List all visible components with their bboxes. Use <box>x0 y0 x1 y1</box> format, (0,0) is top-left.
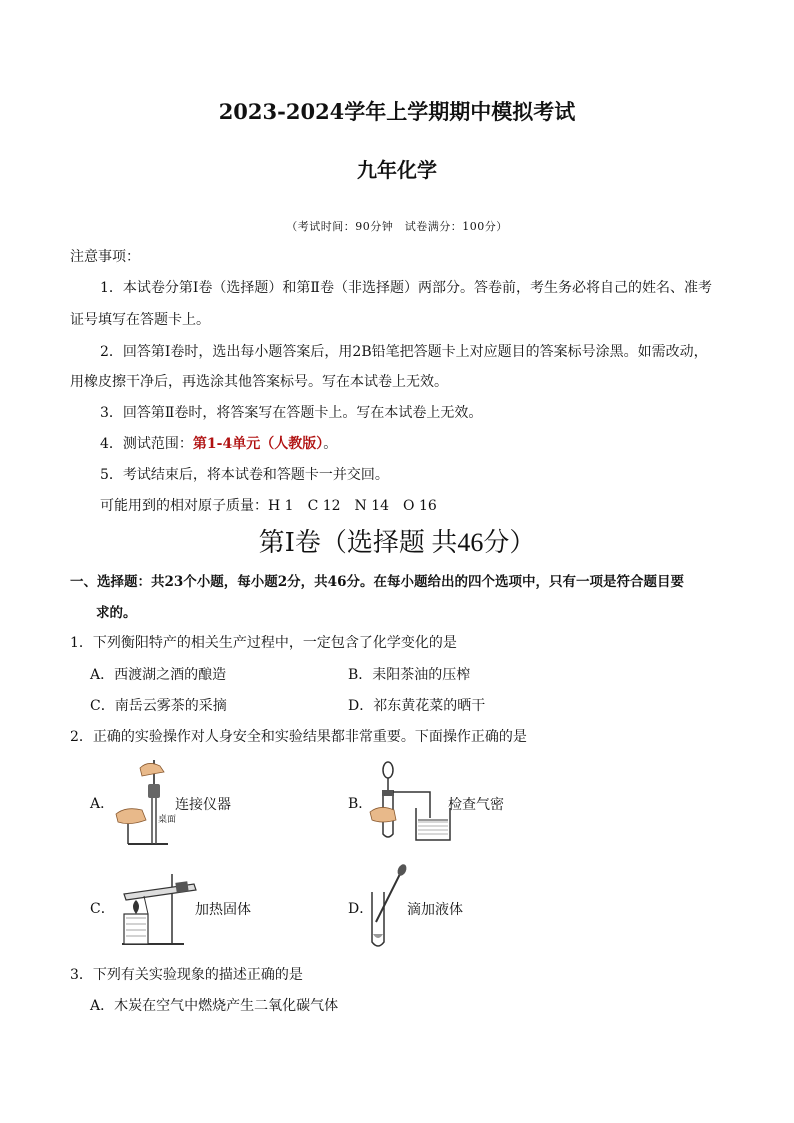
notice-item-2-line2: 用橡皮擦干净后，再选涂其他答案标号。写在本试卷上无效。 <box>70 374 448 390</box>
question-2-option-c-letter: C． <box>90 901 115 917</box>
exam-time-note: （考试时间：90分钟 试卷满分：100分） <box>286 220 508 233</box>
question-2-caption-d: 滴加液体 <box>407 902 463 918</box>
question-1-option-a: A．西渡湖之酒的酿造 <box>90 667 227 683</box>
notice-heading: 注意事项： <box>70 249 140 265</box>
notice-item-3: 3．回答第Ⅱ卷时，将答案写在答题卡上。写在本试卷上无效。 <box>100 405 483 421</box>
notice-item-2-line1: 2．回答第Ⅰ卷时，选出每小题答案后，用2B铅笔把答题卡上对应题目的答案标号涂黑。如需改动， <box>100 344 708 360</box>
question-1-option-b: B．耒阳茶油的压榨 <box>348 667 471 683</box>
heating-solid-figure <box>114 868 200 948</box>
test-range: 第1-4单元（人教版） <box>192 436 324 452</box>
connect-apparatus-figure <box>112 758 177 848</box>
question-2-option-b-letter: B． <box>348 796 373 812</box>
question-1-option-d: D．祁东黄花菜的晒干 <box>348 698 486 714</box>
notice-item-4-suffix: 。 <box>323 436 338 452</box>
question-2-caption-a: 连接仪器 <box>175 797 231 813</box>
question-3-stem: 3．下列有关实验现象的描述正确的是 <box>70 967 303 983</box>
question-1-option-c: C．南岳云雾茶的采摘 <box>90 698 227 714</box>
section-title: 第Ⅰ卷（选择题 共46分） <box>258 528 536 557</box>
notice-item-5: 5．考试结束后，将本试卷和答题卡一并交回。 <box>100 467 389 483</box>
section-instructions-line2: 求的。 <box>96 605 137 621</box>
notice-item-4-prefix: 4．测试范围： <box>100 436 193 452</box>
section-instructions-line1: 一、选择题：共23个小题，每小题2分，共46分。在每小题给出的四个选项中，只有一项是符合题目要 <box>70 574 684 590</box>
question-2-caption-b: 检查气密 <box>448 797 504 813</box>
dropping-liquid-figure <box>362 862 412 952</box>
notice-item-1-line1: 1．本试卷分第Ⅰ卷（选择题）和第Ⅱ卷（非选择题）两部分。答卷前，考生务必将自己的姓名、准考 <box>100 280 712 296</box>
question-2-option-a-letter: A． <box>90 796 115 812</box>
question-3-option-a: A．木炭在空气中燃烧产生二氧化碳气体 <box>90 998 339 1014</box>
desk-label: 桌面 <box>158 815 177 825</box>
atomic-mass-line: 可能用到的相对原子质量：H 1 C 12 N 14 O 16 <box>100 498 437 514</box>
question-2-caption-c: 加热固体 <box>195 902 251 918</box>
subject-title: 九年化学 <box>357 158 437 182</box>
exam-title: 2023-2024学年上学期期中模拟考试 <box>218 99 576 124</box>
notice-item-4 <box>100 434 337 454</box>
notice-item-1-line2: 证号填写在答题卡上。 <box>70 312 210 328</box>
question-1-stem: 1．下列衡阳特产的相关生产过程中，一定包含了化学变化的是 <box>70 635 457 651</box>
question-2-stem: 2．正确的实验操作对人身安全和实验结果都非常重要。下面操作正确的是 <box>70 729 527 745</box>
question-2-option-d-letter: D． <box>348 901 374 917</box>
